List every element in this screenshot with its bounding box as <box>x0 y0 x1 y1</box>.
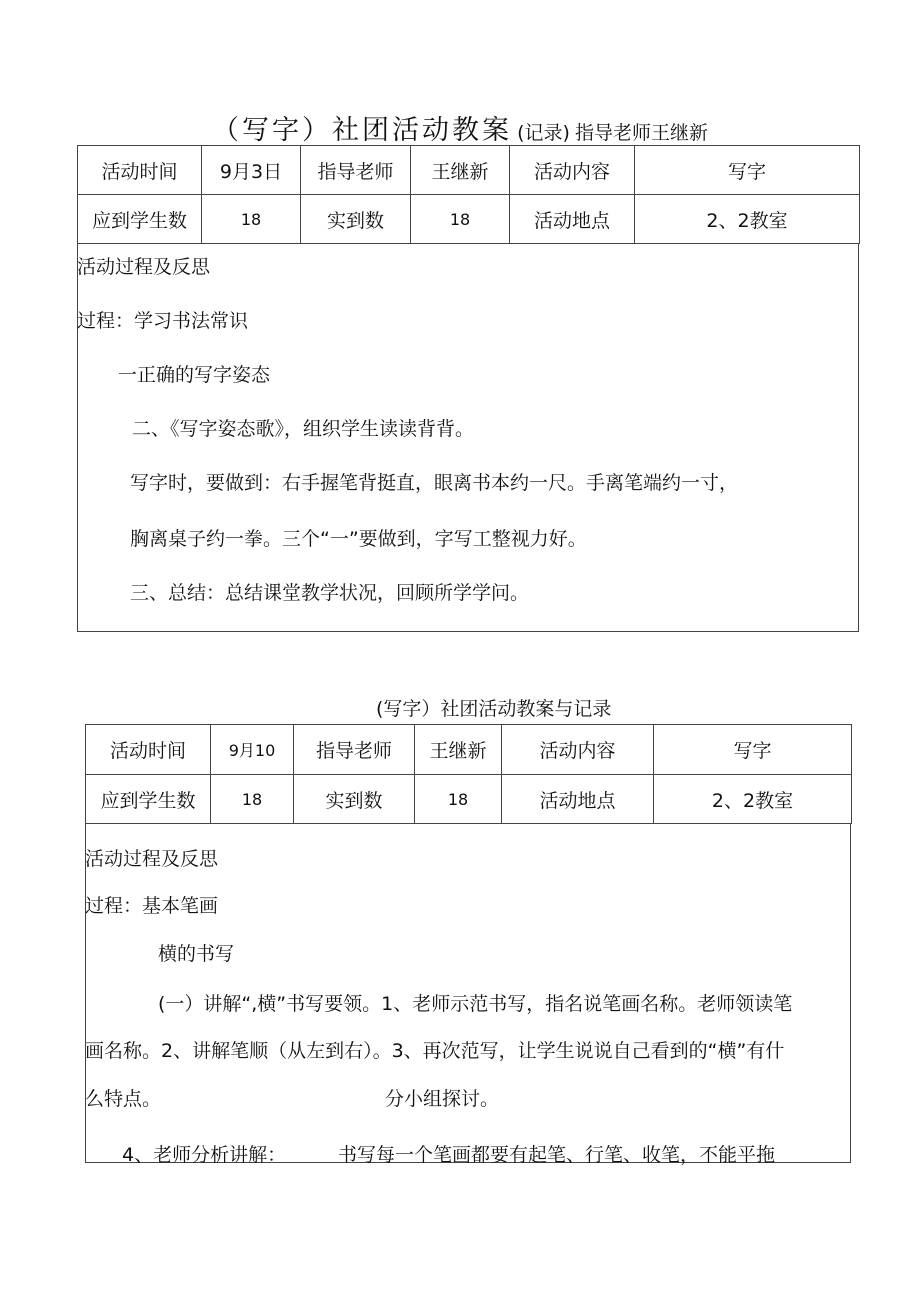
expected-students-label: 应到学生数 <box>78 195 202 244</box>
instructor-label: 指导老师 <box>294 725 415 775</box>
expected-students-value: 18 <box>211 775 294 824</box>
section1-title-suffix: 指导老师王继新 <box>575 122 709 144</box>
section1-title-paren: (记录) <box>517 122 570 144</box>
section1-process-line: 一正确的写字姿态 <box>118 364 271 386</box>
section2-process-line: 书写每一个笔画都要有起笔、行笔、收笔，不能平拖 <box>338 1144 776 1166</box>
section2-process-heading: 活动过程及反思 <box>85 848 219 870</box>
actual-students-value: 18 <box>411 195 510 244</box>
actual-students-label: 实到数 <box>294 775 415 824</box>
activity-content-value: 写字 <box>635 146 860 195</box>
section1-process-line: 写字时，要做到：右手握笔背挺直，眼离书本约一尺。手离笔端约一寸， <box>130 472 739 494</box>
section1-title-main: （写字）社团活动教案 <box>211 115 512 146</box>
activity-content-label: 活动内容 <box>502 725 654 775</box>
actual-students-value: 18 <box>415 775 502 824</box>
actual-students-label: 实到数 <box>301 195 411 244</box>
section2-title: (写字）社团活动教案与记录 <box>376 698 612 720</box>
activity-time-value: 9月3日 <box>202 146 301 195</box>
section2-process-line: 过程：基本笔画 <box>85 895 219 917</box>
table-row <box>86 725 852 775</box>
section2-process-line: 横的书写 <box>158 943 235 965</box>
instructor-value: 王继新 <box>415 725 502 775</box>
expected-students-value: 18 <box>202 195 301 244</box>
section2-info-table <box>85 724 852 824</box>
section2-process-line: 分小组探讨。 <box>385 1088 500 1110</box>
activity-time-label: 活动时间 <box>78 146 202 195</box>
section1-process-heading: 活动过程及反思 <box>77 256 211 278</box>
activity-location-label: 活动地点 <box>510 195 635 244</box>
section1-title <box>0 108 920 144</box>
activity-content-label: 活动内容 <box>510 146 635 195</box>
instructor-label: 指导老师 <box>301 146 411 195</box>
section1-process-line: 三、总结：总结课堂教学状况，回顾所学学问。 <box>130 582 530 604</box>
activity-location-value: 2、2教室 <box>635 195 860 244</box>
section1-process-line: 二、《写字姿态歌》，组织学生读读背背。 <box>132 418 475 440</box>
activity-location-label: 活动地点 <box>502 775 654 824</box>
section2-process-line: 4、老师分析讲解： <box>122 1144 287 1166</box>
table-row <box>78 146 860 195</box>
section1-process-line: 胸离桌子约一拳。三个“一”要做到，字写工整视力好。 <box>130 528 587 550</box>
section2-process-line: 画名称。2、讲解笔顺（从左到右）。3、再次范写，让学生说说自己看到的“横”有什 <box>85 1040 785 1062</box>
section2-process-line: 么特点。 <box>85 1088 162 1110</box>
activity-location-value: 2、2教室 <box>654 775 852 824</box>
table-row <box>86 775 852 824</box>
table-row <box>78 195 860 244</box>
expected-students-label: 应到学生数 <box>86 775 211 824</box>
activity-content-value: 写字 <box>654 725 852 775</box>
section1-info-table <box>77 145 860 244</box>
activity-time-value: 9月10 <box>211 725 294 775</box>
activity-time-label: 活动时间 <box>86 725 211 775</box>
section1-process-line: 过程：学习书法常识 <box>77 310 249 332</box>
section2-process-line: (一）讲解“,横”书写要领。1、老师示范书写，指名说笔画名称。老师领读笔 <box>158 993 793 1015</box>
instructor-value: 王继新 <box>411 146 510 195</box>
